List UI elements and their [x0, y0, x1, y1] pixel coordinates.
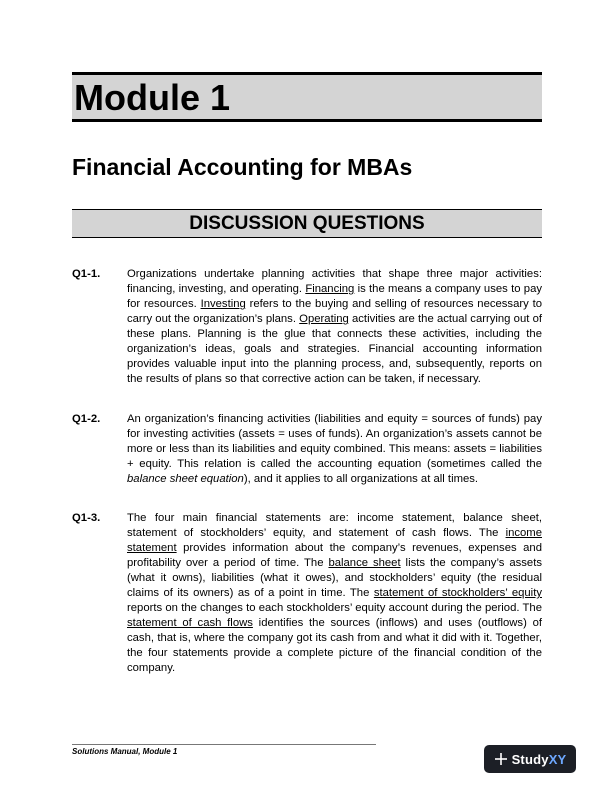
underlined-term: balance sheet	[328, 557, 401, 569]
module-title: Module 1	[74, 77, 231, 118]
text-segment: An organization’s financing activities (liabilities and equity = sources of funds) pay for investing activities (assets = uses of funds). An organization’s assets cannot be more or less than its liabilities and equity combined. This means: assets = liabilities + equity. This relation is called the accounting equation (sometimes called the	[127, 413, 542, 470]
text-segment: refers to the buying and selling of resources necessary to carry out the organization’s plans.	[127, 298, 543, 325]
italic-term: balance sheet equation	[127, 473, 244, 485]
text-segment: activities are the actual carrying out of these plans. Planning is the glue that connects these activities, including the organization’s ideas, goals and strategies. Financial accounting information provides valuable input into the planning process, and, subsequently, reports on the results of plans so that corrective action can be taken, if necessary.	[127, 313, 542, 385]
text-segment: The four main financial statements are: income statement, balance sheet, statement of stockholders’ equity, and statement of cash flows. The	[127, 512, 542, 539]
footer-text: Solutions Manual, Module 1	[72, 747, 178, 756]
brand-suffix: XY	[548, 751, 567, 767]
text-segment: Organizations undertake planning activities that shape three major activities: financing, investing, and operating.	[127, 268, 542, 295]
underlined-term: Investing	[200, 298, 246, 310]
text-segment: provides information about the company’s revenues, expenses and profitability over a period of time. The	[127, 542, 542, 569]
underlined-term: Financing	[305, 283, 355, 295]
studyxy-badge[interactable]	[484, 745, 576, 773]
underlined-term: income statement	[127, 527, 542, 554]
section-banner	[72, 209, 542, 238]
question-label: Q1-2.	[72, 413, 101, 425]
plus-icon	[494, 752, 508, 766]
underlined-term: Operating	[299, 313, 349, 325]
book-title: Financial Accounting for MBAs	[72, 154, 413, 180]
footer-divider	[72, 744, 376, 745]
question-label: Q1-1.	[72, 268, 101, 280]
module-banner	[72, 72, 542, 122]
brand-prefix: Study	[511, 751, 549, 767]
question-label: Q1-3.	[72, 512, 101, 524]
text-segment: lists the company’s assets (what it owns), liabilities (what it owes), and stockholders’ equity (the residual claims of its owners) as of a point in time. The	[127, 557, 542, 599]
text-segment: reports on the changes to each stockholders’ equity account during the period. The	[127, 602, 542, 614]
question-text	[127, 412, 542, 487]
question-q1-1	[72, 267, 542, 392]
question-q1-2	[72, 412, 542, 492]
question-text	[127, 511, 542, 676]
question-q1-3	[72, 511, 543, 674]
underlined-term: statement of stockholders’ equity	[373, 587, 542, 599]
text-segment: identifies the sources (inflows) and uses (outflows) of cash, that is, where the company got its cash from and what it did with it. Together, the four statements provide a complete picture of the financial condition of the company.	[127, 617, 543, 674]
text-segment: ), and it applies to all organizations at all times.	[243, 473, 479, 485]
brand-name	[512, 752, 567, 767]
text-segment: is the means a company uses to pay for resources.	[127, 283, 542, 310]
underlined-term: statement of cash flows	[127, 617, 253, 629]
question-text	[127, 267, 542, 387]
section-title: DISCUSSION QUESTIONS	[189, 213, 425, 234]
